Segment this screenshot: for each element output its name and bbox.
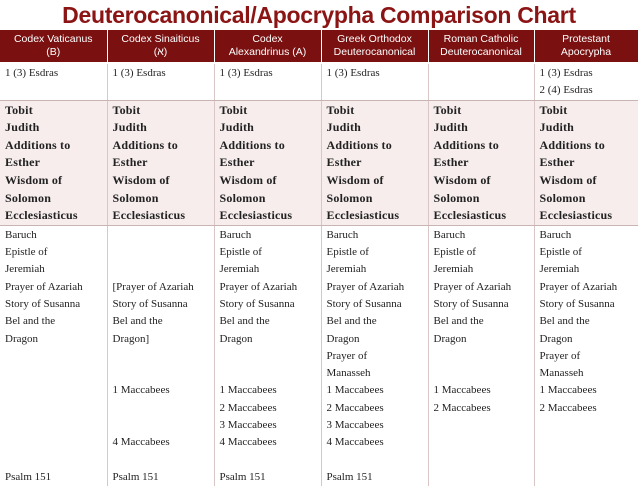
cell-vaticanus-esdras: 1 (3) Esdras: [0, 63, 107, 100]
cell-protestant-esdras: 1 (3) Esdras 2 (4) Esdras: [534, 63, 638, 100]
cell-sinaiticus-other: [Prayer of Azariah Story of Susanna Bel and the Dragon] 1 Maccabees 4 Maccabees Psalm 151: [107, 225, 214, 486]
cell-catholic-other: Baruch Epistle of Jeremiah Prayer of Azariah Story of Susanna Bel and the Dragon 1 Maccabees 2 Maccabees: [428, 225, 534, 486]
row-common-books: [0, 100, 638, 225]
cell-protestant-common: Tobit Judith Additions to Esther Wisdom of Solomon Ecclesiasticus: [534, 100, 638, 225]
cell-orthodox-other: Baruch Epistle of Jeremiah Prayer of Azariah Story of Susanna Bel and the Dragon Prayer of Manasseh 1 Maccabees 2 Maccabees 3 Maccabees 4 Maccabees Psalm 151: [321, 225, 428, 486]
cell-sinaiticus-common: Tobit Judith Additions to Esther Wisdom of Solomon Ecclesiasticus: [107, 100, 214, 225]
cell-vaticanus-other: Baruch Epistle of Jeremiah Prayer of Azariah Story of Susanna Bel and the Dragon Psalm 151: [0, 225, 107, 486]
cell-orthodox-esdras: 1 (3) Esdras: [321, 63, 428, 100]
cell-alexandrinus-esdras: 1 (3) Esdras: [214, 63, 321, 100]
cell-alexandrinus-other: Baruch Epistle of Jeremiah Prayer of Azariah Story of Susanna Bel and the Dragon 1 Maccabees 2 Maccabees 3 Maccabees 4 Maccabees Psalm 151: [214, 225, 321, 486]
cell-vaticanus-common: Tobit Judith Additions to Esther Wisdom of Solomon Ecclesiasticus: [0, 100, 107, 225]
comparison-table: [0, 30, 638, 486]
row-other-books: [0, 225, 638, 486]
header-codex-alexandrinus: Codex Alexandrinus (A): [214, 30, 321, 63]
cell-protestant-other: Baruch Epistle of Jeremiah Prayer of Azariah Story of Susanna Bel and the Dragon Prayer of Manasseh 1 Maccabees 2 Maccabees: [534, 225, 638, 486]
cell-catholic-esdras: [428, 63, 534, 100]
header-greek-orthodox: Greek Orthodox Deuterocanonical: [321, 30, 428, 63]
header-row: [0, 30, 638, 63]
cell-catholic-common: Tobit Judith Additions to Esther Wisdom of Solomon Ecclesiasticus: [428, 100, 534, 225]
cell-orthodox-common: Tobit Judith Additions to Esther Wisdom of Solomon Ecclesiasticus: [321, 100, 428, 225]
header-protestant: Protestant Apocrypha: [534, 30, 638, 63]
header-roman-catholic: Roman Catholic Deuterocanonical: [428, 30, 534, 63]
cell-alexandrinus-common: Tobit Judith Additions to Esther Wisdom of Solomon Ecclesiasticus: [214, 100, 321, 225]
cell-sinaiticus-esdras: 1 (3) Esdras: [107, 63, 214, 100]
header-codex-vaticanus: Codex Vaticanus (B): [0, 30, 107, 63]
row-esdras: [0, 63, 638, 100]
header-codex-sinaiticus: Codex Sinaiticus (א): [107, 30, 214, 63]
chart-title: Deuterocanonical/Apocrypha Comparison Chart: [62, 2, 576, 28]
